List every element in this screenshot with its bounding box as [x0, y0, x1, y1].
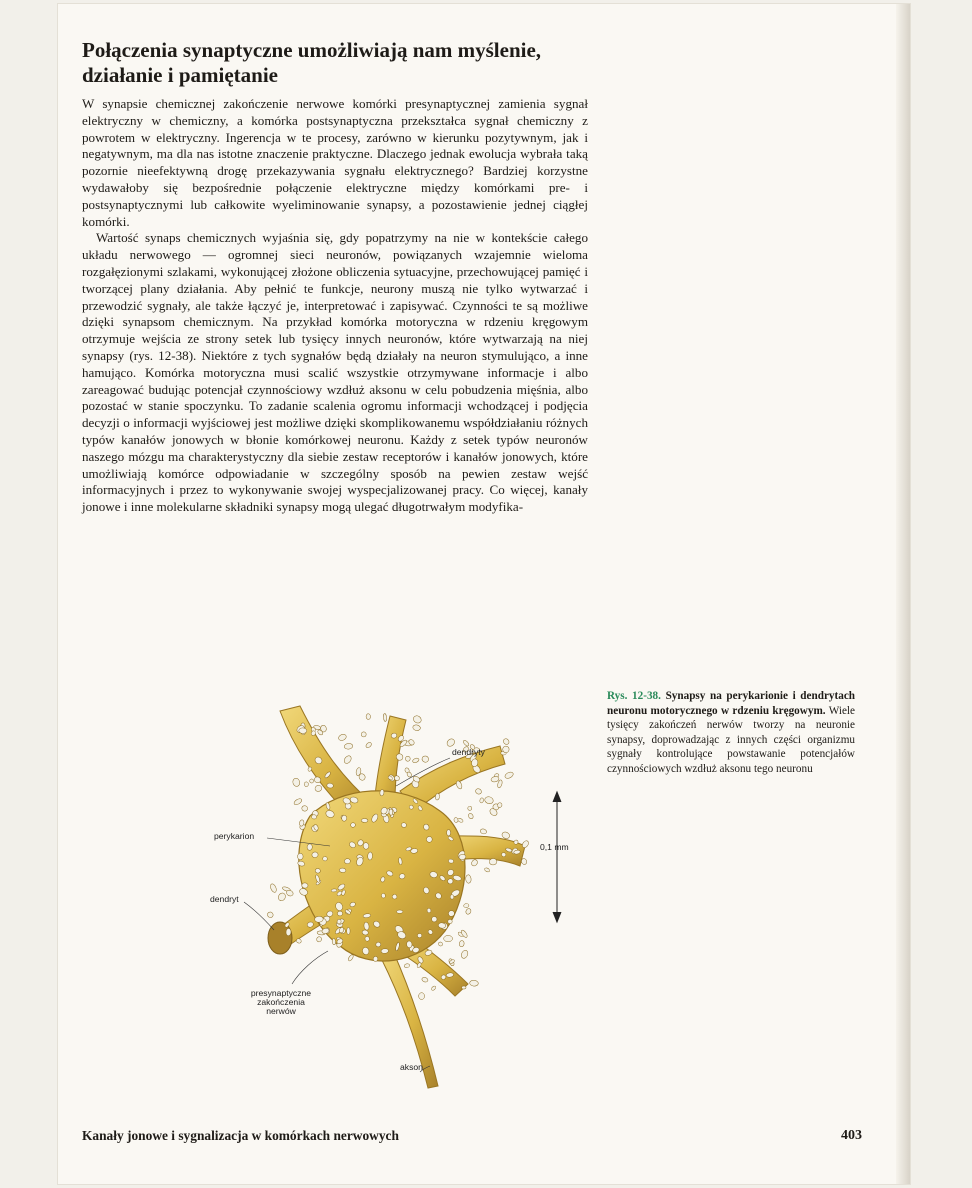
caption-number: Rys. 12-38. [607, 690, 661, 702]
synaptic-bouton [297, 853, 303, 860]
synaptic-bouton [467, 813, 474, 820]
synaptic-bouton [315, 868, 321, 873]
synaptic-bouton [381, 948, 389, 954]
body-text [82, 96, 588, 516]
synaptic-bouton [470, 859, 478, 868]
synaptic-bouton [309, 779, 314, 784]
synaptic-bouton [467, 806, 472, 811]
synaptic-bouton [269, 883, 277, 893]
synaptic-bouton [304, 781, 309, 786]
synaptic-bouton [412, 714, 423, 724]
synaptic-bouton [475, 788, 483, 795]
synaptic-bouton [419, 993, 425, 1000]
label-presynaptic-1: presynaptyczne [250, 988, 312, 998]
page-footer [82, 1128, 862, 1148]
synaptic-bouton [299, 728, 307, 734]
synaptic-bouton [421, 755, 429, 763]
synaptic-bouton [366, 714, 371, 720]
synaptic-bouton [344, 859, 350, 864]
synaptic-bouton [421, 977, 428, 983]
page-gutter-shadow [896, 4, 910, 1184]
synaptic-bouton [343, 754, 353, 764]
synaptic-bouton [373, 956, 378, 962]
synaptic-bouton [438, 941, 443, 946]
synaptic-bouton [316, 936, 323, 943]
synaptic-bouton [412, 724, 421, 731]
synaptic-bouton [337, 911, 342, 916]
synaptic-bouton [431, 985, 437, 991]
running-head: Kanały jonowe i sygnalizacja w komórkach nerwowych [82, 1128, 399, 1143]
label-presynaptic-3: nerwów [266, 1006, 296, 1016]
synaptic-bouton [314, 785, 322, 793]
synaptic-bouton [462, 986, 467, 989]
synaptic-bouton [465, 908, 472, 915]
synaptic-bouton [361, 731, 367, 737]
paragraph-2: Wartość synaps chemicznych wyjaśnia się, gdy popatrzymy na nie w kontekście całego układu nerwowego — ogromnej sieci neuronów, powiązanych wzajemnie wieloma rozgałęzionymi szlakami, wykonującej złożone obliczenia sytuacyjne, przechowującej pamięć i tworzącej plany działania. Aby pełnić te funkcje, neurony muszą nie tylko wytwarzać i przewodzić sygnały, ale także łączyć je, interpretować i zapisywać. Czynności te są możliwe dzięki synapsom chemicznym. Na przykład komórka motoryczna w rdzeniu kręgowym otrzymuje wejścia ze strony setek lub tysięcy innych neuronów, które wytwarzają na niej synapsy (rys. 12-38). Niektóre z tych sygnałów będą działały na neuron stymulująco, a inne hamująco. Komórka motoryczna musi scalić wszystkie otrzymywane informacje i albo zareagować budując potencjał czynnościowy wzdłuż aksonu w celu pobudzenia mięśnia, albo pozostać w stanie spoczynku. To zadanie scalenia ogromu informacji wchodzącej i podjęcia decyzji o informacji wyjściowej jest możliwe dzięki skomplikowanemu współdziałaniu różnych typów kanałów jonowych w błonie komórkowej neuronu. Każdy z setek typów neuronów naszego mózgu ma charakterystyczny dla siebie zestaw receptorów i kanałów jonowych, które umożliwiają komórce odpowiadanie w szczególny sposób na pewien zestaw wejść informacyjnych i przez to wykonywanie swojej wyspecjalizowanej pracy. Co więcej, kanały jonowe i inne molekularne składniki synapsy mogą ulegać długotrwałym modyfika- [82, 230, 588, 515]
synaptic-bouton [480, 828, 488, 834]
page-number: 403 [841, 1128, 862, 1143]
synaptic-bouton [479, 798, 484, 804]
synaptic-bouton [444, 935, 453, 941]
paragraph-1: W synapsie chemicznej zakończenie nerwowe komórki presynaptycznej zamienia sygnał elektryczny w chemiczny, a komórka postsynaptyczna przekształca sygnał chemiczny z powrotem w elektryczny. Ingerencja w te procesy, zarówno w kierunku pozytywnym, jak i negatywnym, ma dla nas istotne znaczenie praktyczne. Dlaczego jednak ewolucja wybrała taką pozornie nieefektywną drogę przekazywania sygnału elektrycznego? Bardziej korzystne wydawałoby się bezpośrednie połączenie elektryczne między komórkami pre- i postsynaptycznymi lub całkowite wyeliminowanie synapsy, a pozostawienie jednej ciągłej komórki. [82, 96, 588, 229]
synaptic-bouton [344, 743, 353, 749]
synaptic-bouton [462, 739, 469, 747]
label-perikaryon: perykarion [214, 831, 255, 841]
synaptic-bouton [293, 797, 303, 805]
synaptic-bouton [404, 963, 410, 968]
dendrite-stump [268, 922, 292, 954]
motor-neuron-illustration [200, 696, 600, 1096]
scale-bar [553, 792, 561, 922]
synaptic-bouton [312, 852, 319, 858]
synaptic-bouton [302, 883, 308, 889]
synaptic-bouton [448, 919, 453, 924]
synaptic-bouton [301, 805, 307, 811]
synaptic-bouton [459, 940, 465, 947]
synaptic-bouton [381, 893, 386, 898]
synaptic-bouton [361, 818, 368, 822]
section-heading [82, 38, 602, 88]
synaptic-bouton [503, 746, 510, 753]
synaptic-bouton [405, 756, 410, 761]
synaptic-bouton [465, 875, 471, 884]
synaptic-bouton [286, 928, 291, 936]
synaptic-bouton [427, 908, 431, 913]
synaptic-bouton [365, 741, 372, 748]
synaptic-bouton [504, 771, 514, 780]
heading-line-2: działanie i pamiętanie [82, 63, 278, 87]
caption-title: Synapsy na perykarionie i dendrytach neuronu motorycznego w rdzeniu kręgowym. [607, 690, 856, 717]
synaptic-bouton [307, 844, 313, 851]
synaptic-bouton [491, 776, 500, 783]
synaptic-bouton [455, 780, 463, 790]
synaptic-bouton [459, 854, 467, 860]
synaptic-bouton [447, 829, 451, 835]
synaptic-bouton [454, 817, 459, 823]
synaptic-bouton [450, 895, 454, 900]
synaptic-bouton [347, 927, 350, 934]
synaptic-bouton [277, 892, 287, 902]
label-presynaptic-2: zakończenia [257, 997, 305, 1007]
synaptic-bouton [417, 933, 422, 937]
figure-motor-neuron [200, 696, 600, 1096]
synaptic-bouton [502, 738, 510, 746]
synaptic-bouton [469, 980, 478, 987]
label-axon: akson [400, 1062, 423, 1072]
synaptic-bouton [397, 910, 403, 913]
label-scale: 0,1 mm [540, 842, 569, 852]
synaptic-bouton [412, 757, 420, 763]
label-dendrites: dendryty [452, 747, 485, 757]
synaptic-bouton [347, 954, 354, 962]
heading-line-1: Połączenia synaptyczne umożliwiają nam myślenie, [82, 38, 542, 62]
synaptic-bouton [367, 852, 372, 860]
synaptic-bouton [448, 910, 455, 916]
synaptic-bouton [484, 867, 490, 873]
figure-caption [607, 689, 855, 777]
synaptic-bouton [484, 796, 494, 805]
synaptic-bouton [460, 949, 469, 959]
synaptic-bouton [489, 858, 497, 865]
synaptic-bouton [339, 868, 346, 873]
synaptic-bouton [338, 733, 348, 741]
synaptic-bouton [311, 815, 316, 820]
synaptic-bouton [327, 783, 334, 788]
synaptic-bouton [463, 903, 469, 908]
synaptic-bouton [383, 713, 387, 721]
synaptic-bouton [292, 777, 301, 787]
leader-presynaptic [292, 951, 328, 984]
synaptic-bouton [266, 911, 274, 919]
synaptic-bouton [341, 815, 346, 821]
caption-text: Wiele tysięcy zakończeń nerwów tworzy na neuronie synapsy, doprowadzając z innych części organizmu sygnały kontrolujące powstawanie potencjałów czynnościowych wzdłuż aksonu tego neuronu [607, 704, 855, 775]
synaptic-bouton [389, 809, 393, 815]
label-dendrite: dendryt [210, 894, 239, 904]
synaptic-bouton [314, 916, 323, 923]
